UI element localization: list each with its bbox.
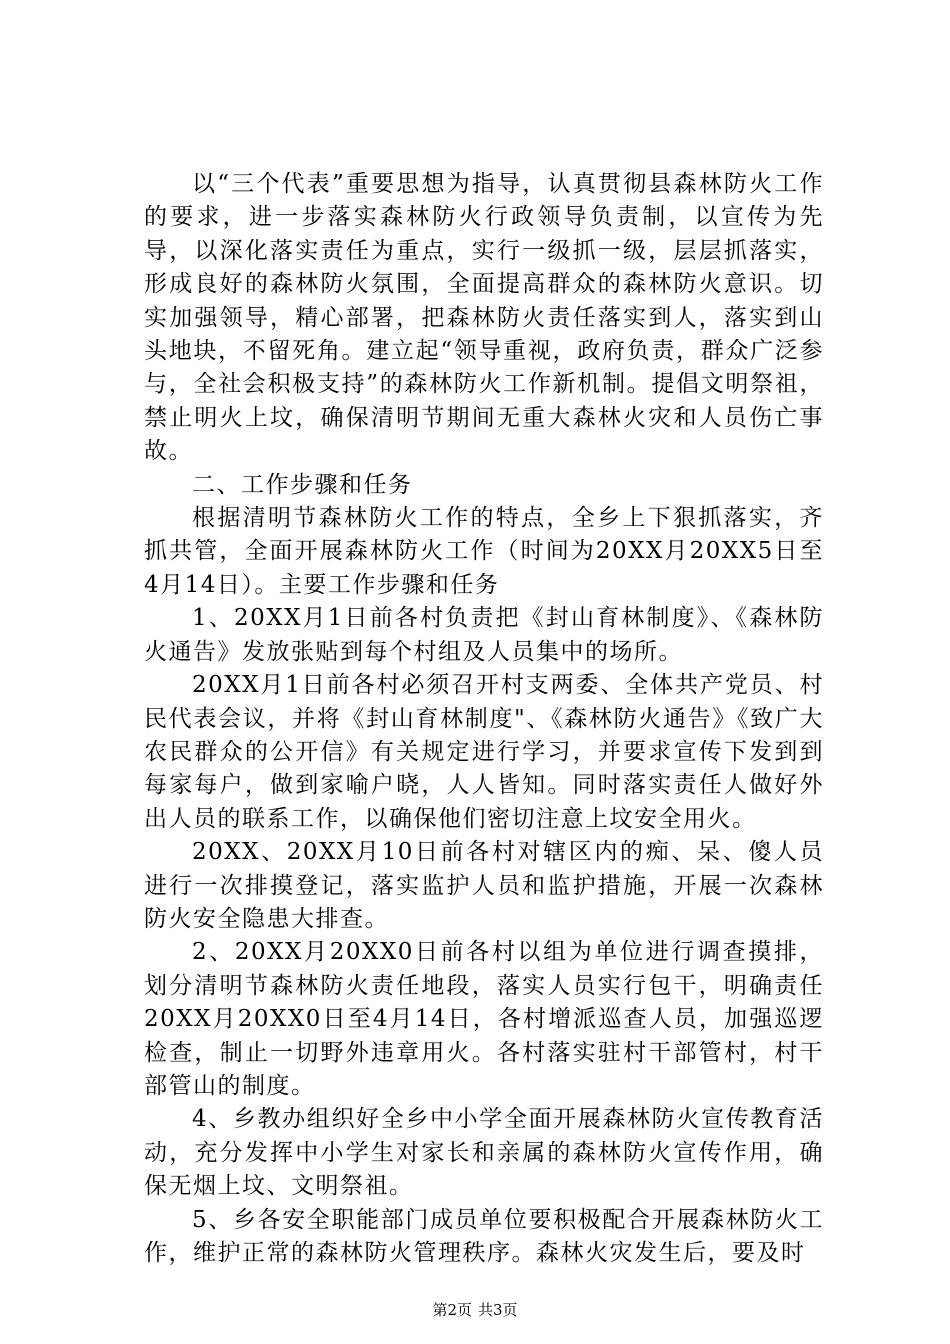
page-footer (0, 1300, 950, 1320)
paragraph-steps-intro: 根据清明节森林防火工作的特点，全乡上下狠抓落实，齐抓共管，全面开展森林防火工作（时间为20XX月20XX5日至4月14日）。主要工作步骤和任务 (144, 505, 824, 598)
document-body (144, 168, 824, 1270)
page-number: 第2页 (432, 1301, 472, 1319)
page-total: 共3页 (478, 1301, 518, 1319)
paragraph-step-meeting: 20XX月1日前各村必须召开村支两委、全体共产党员、村民代表会议，并将《封山育林制度"、《森林防火通告》《致广大农民群众的公开信》有关规定进行学习，并要求宣传下发到到每家每户，做到家喻户晓，人人皆知。同时落实责任人做好外出人员的联系工作，以确保他们密切注意上坟安全用火。 (144, 672, 824, 832)
paragraph-step-5: 5、乡各安全职能部门成员单位要积极配合开展森林防火工作，维护正常的森林防火管理秩序。森林火灾发生后，要及时 (144, 1206, 824, 1266)
paragraph-intro: 以“三个代表”重要思想为指导，认真贯彻县森林防火工作的要求，进一步落实森林防火行政领导负责制，以宣传为先导，以深化落实责任为重点，实行一级抓一级，层层抓落实，形成良好的森林防火氛围，全面提高群众的森林防火意识。切实加强领导，精心部署，把森林防火责任落实到人，落实到山头地块，不留死角。建立起“领导重视，政府负责，群众广泛参与，全社会积极支持”的森林防火工作新机制。提倡文明祭祖，禁止明火上坟，确保清明节期间无重大森林火灾和人员伤亡事故。 (144, 171, 824, 465)
paragraph-step-4: 4、乡教办组织好全乡中小学全面开展森林防火宣传教育活动，充分发挥中小学生对家长和亲属的森林防火宣传作用，确保无烟上坟、文明祭祖。 (144, 1106, 824, 1200)
section-heading: 二、工作步骤和任务 (192, 471, 413, 498)
paragraph-step-registration: 20XX、20XX月10日前各村对辖区内的痴、呆、傻人员进行一次排摸登记，落实监护人员和监护措施，开展一次森林防火安全隐患大排查。 (144, 839, 824, 932)
paragraph-step-1: 1、20XX月1日前各村负责把《封山育林制度》、《森林防火通告》发放张贴到每个村组及人员集中的场所。 (144, 605, 824, 665)
paragraph-step-2: 2、20XX月20XX0日前各村以组为单位进行调查摸排，划分清明节森林防火责任地段，落实人员实行包干，明确责任20XX月20XX0日至4月14日，各村增派巡查人员，加强巡逻检查，制止一切野外违章用火。各村落实驻村干部管村，村干部管山的制度。 (144, 939, 824, 1099)
